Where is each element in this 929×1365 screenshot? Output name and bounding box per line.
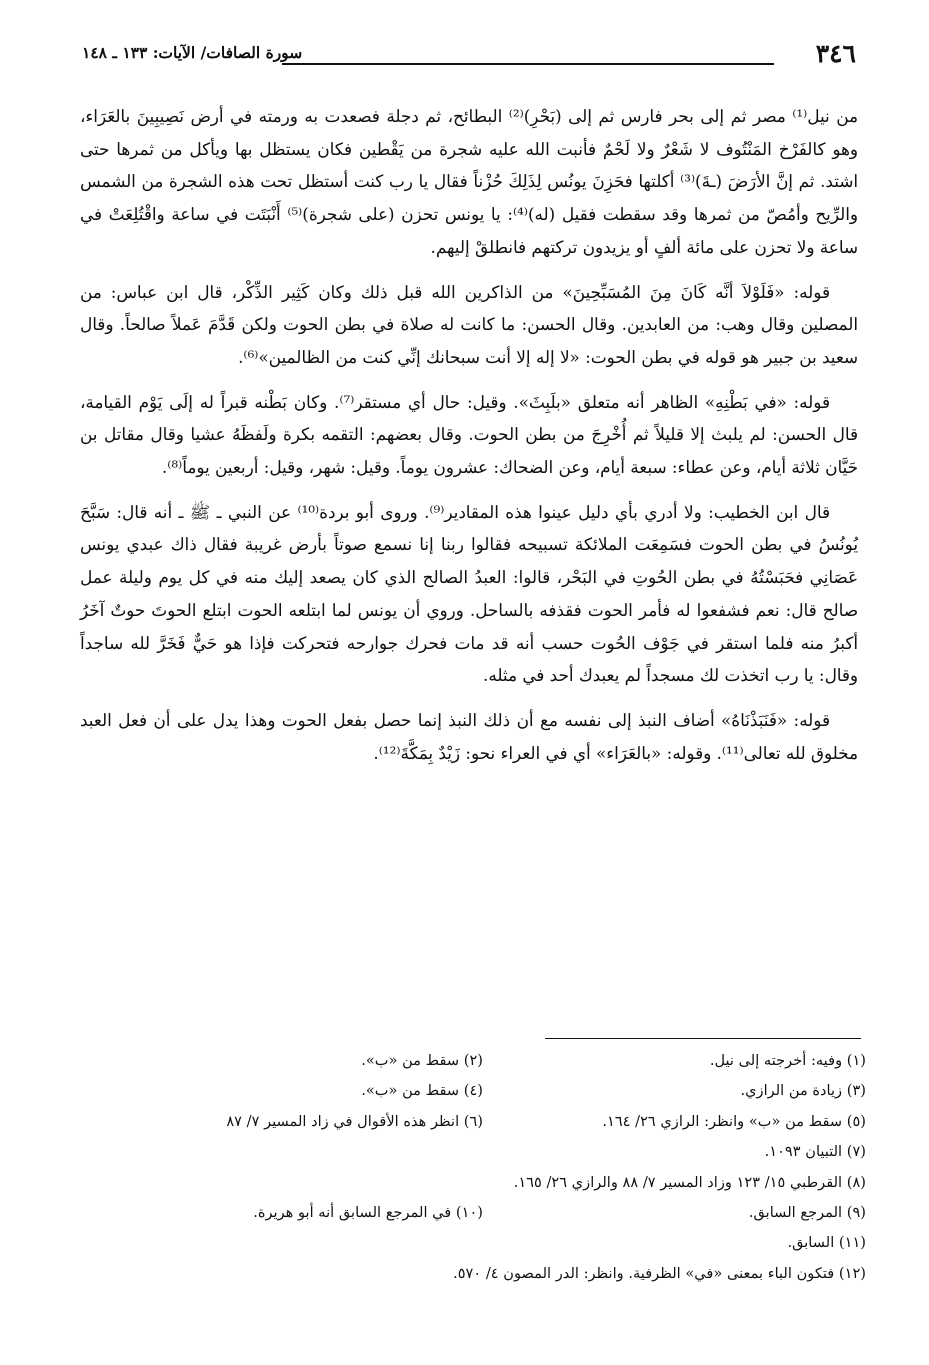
footnote: (٥) سقط من «ب» وانظر: الرازي ٢٦/ ١٦٤. <box>602 1112 866 1130</box>
footnote: (٢) سقط من «ب». <box>361 1052 483 1069</box>
paragraph: من نيل⁽¹⁾ مصر ثم إلى بحر فارس ثم إلى (بَحْرِ)⁽²⁾ البطائح، ثم دجلة فصعدت به ورمته في أرض نَصِيبِينَ بالعَرَاء، وهو كالفَرْخ المَنْتُوف لا شَعْرٌ ولا لَحْمٌ فأنبت الله عليه شجرة من يَقْطين فكان يستظل بها ويأكل من ثمرها حتى اشتد. ثم إنَّ الأرَضَ (ـةَ)⁽³⁾ أكلتها فحَزِنَ يونُس لِذَلِكَ حُزْناً فقال يا رب كنت أستظل تحت هذه الشجرة من الشمس والرِّيح وأمُصّ من ثمرها وقد سقطت فقيل (له)⁽⁴⁾: يا يونس تحزن (على شجرة)⁽⁵⁾ أَنْبَتَت في ساعة واقْتُلِعَتْ في ساعة ولا تحزن على مائة ألفٍ أو يزيدون تركتهم فانطلقْ إليهم. <box>80 106 859 257</box>
footnote-divider <box>545 1038 861 1039</box>
paragraph: قوله: «فَلَوْلاَ أنَّه كَانَ مِنَ المُسَبِّحِينَ» من الذاكرين الله قبل ذلك وكان كَثِير الذِّكْر، قال ابن عباس: من المصلين وقال وهب: من العابدين. وقال الحسن: ما كانت له صلاة في بطن الحوت ولكن قَدَّمَ عَملاً صالحاً. وقال سعيد بن جبير هو قوله في بطن الحوت: «لا إله إلا أنت سبحانك إنِّي كنت من الظالمين»⁽⁶⁾. <box>80 281 858 367</box>
footnote: (١) وفيه: أخرجته إلى نيل. <box>709 1052 866 1069</box>
footnote: (٧) التبيان ١٠٩٣. <box>764 1143 866 1161</box>
paragraph: قوله: «فَنَبَذْنَاهُ» أضاف النبذ إلى نفسه مع أن ذلك النبذ إنما حصل بفعل الحوت وهذا يدل على أن فعل العبد مخلوق لله تعالى⁽¹¹⁾. وقوله: «بالعَرَاء» أي في العراء نحو: زَيْدٌ بِمَكَّةَ⁽¹²⁾. <box>80 709 858 763</box>
footnote: (٣) زيادة من الرازي. <box>740 1082 866 1100</box>
page-header <box>82 38 856 72</box>
footnote: (١٠) في المرجع السابق أنه أبو هريرة. <box>253 1203 483 1221</box>
footnotes <box>100 1046 866 1289</box>
main-text <box>80 100 858 781</box>
footnote: (١٢) فتكون الباء بمعنى «في» الظرفية. وانظر: الدر المصون ٤/ ٥٧٠. <box>453 1264 866 1282</box>
running-title: سورة الصافات/ الآيات: ١٣٣ ـ ١٤٨ <box>82 43 303 62</box>
paragraph: قال ابن الخطيب: ولا أدري بأي دليل عينوا هذه المقادير⁽⁹⁾. وروى أبو بردة⁽¹⁰⁾ عن النبي ـ ﷺ ـ أنه قال: سَبَّحَ يُونُسُ في بطن الحوت فسَمِعَت الملائكة تسبيحه فقالوا ربنا إنا نسمع صوتاً بأرض غريبة فقال ذاك عبدي يونس عَصَانِي فحَبَسْتُهُ في بطن الحُوتِ في البَحْر، قالوا: العبدُ الصالح الذي كان يصعد إليك منه في كل يوم وليلة عمل صالح قال: نعم فشفعوا له فأمر الحوت فقذفه بالساحل. وروي أن يونس لما ابتلعه الحوت ابتلع الحوتَ حوتٌ آخَرُ أكبرُ منه فلما استقر في جَوْف الحُوت حسب أنه قد مات فحرك جوارحه فتحركت فإذا هو حَيٌّ فَخَرَّ لله ساجداً وقال: يا رب اتخذت لك مسجداً لم يعبدك أحد في مثله. <box>80 501 858 686</box>
paragraph: قوله: «في بَطْنِهِ» الظاهر أنه متعلق «بلَبِثَ». وقيل: حال أي مستقر⁽⁷⁾. وكان بَطْنه قبراً له إلَى يَوْم القيامة، قال الحسن: لم يلبث إلا قليلاً ثم أُخْرِجَ من بطن الحوت. وقال بعضهم: التقمه بكرة ولَفظَهُ عشيا وقال مقاتل بن حَيَّان ثلاثة أيام، وعن عطاء: سبعة أيام، وعن الضحاك: عشرون يوماً. وقيل: شهر، وقيل: أربعين يوماً⁽⁸⁾. <box>80 391 858 478</box>
footnote: (٨) القرطبي ١٥/ ١٢٣ وزاد المسير ٧/ ٨٨ والرازي ٢٦/ ١٦٥. <box>513 1173 866 1191</box>
footnote: (٩) المرجع السابق. <box>748 1203 866 1221</box>
page-number: ٣٤٦ <box>815 39 856 68</box>
footnote: (١١) السابق. <box>787 1234 866 1252</box>
header-rule <box>282 63 774 65</box>
footnote: (٤) سقط من «ب». <box>361 1082 483 1100</box>
footnote: (٦) انظر هذه الأقوال في زاد المسير ٧/ ٨٧ <box>226 1112 483 1130</box>
